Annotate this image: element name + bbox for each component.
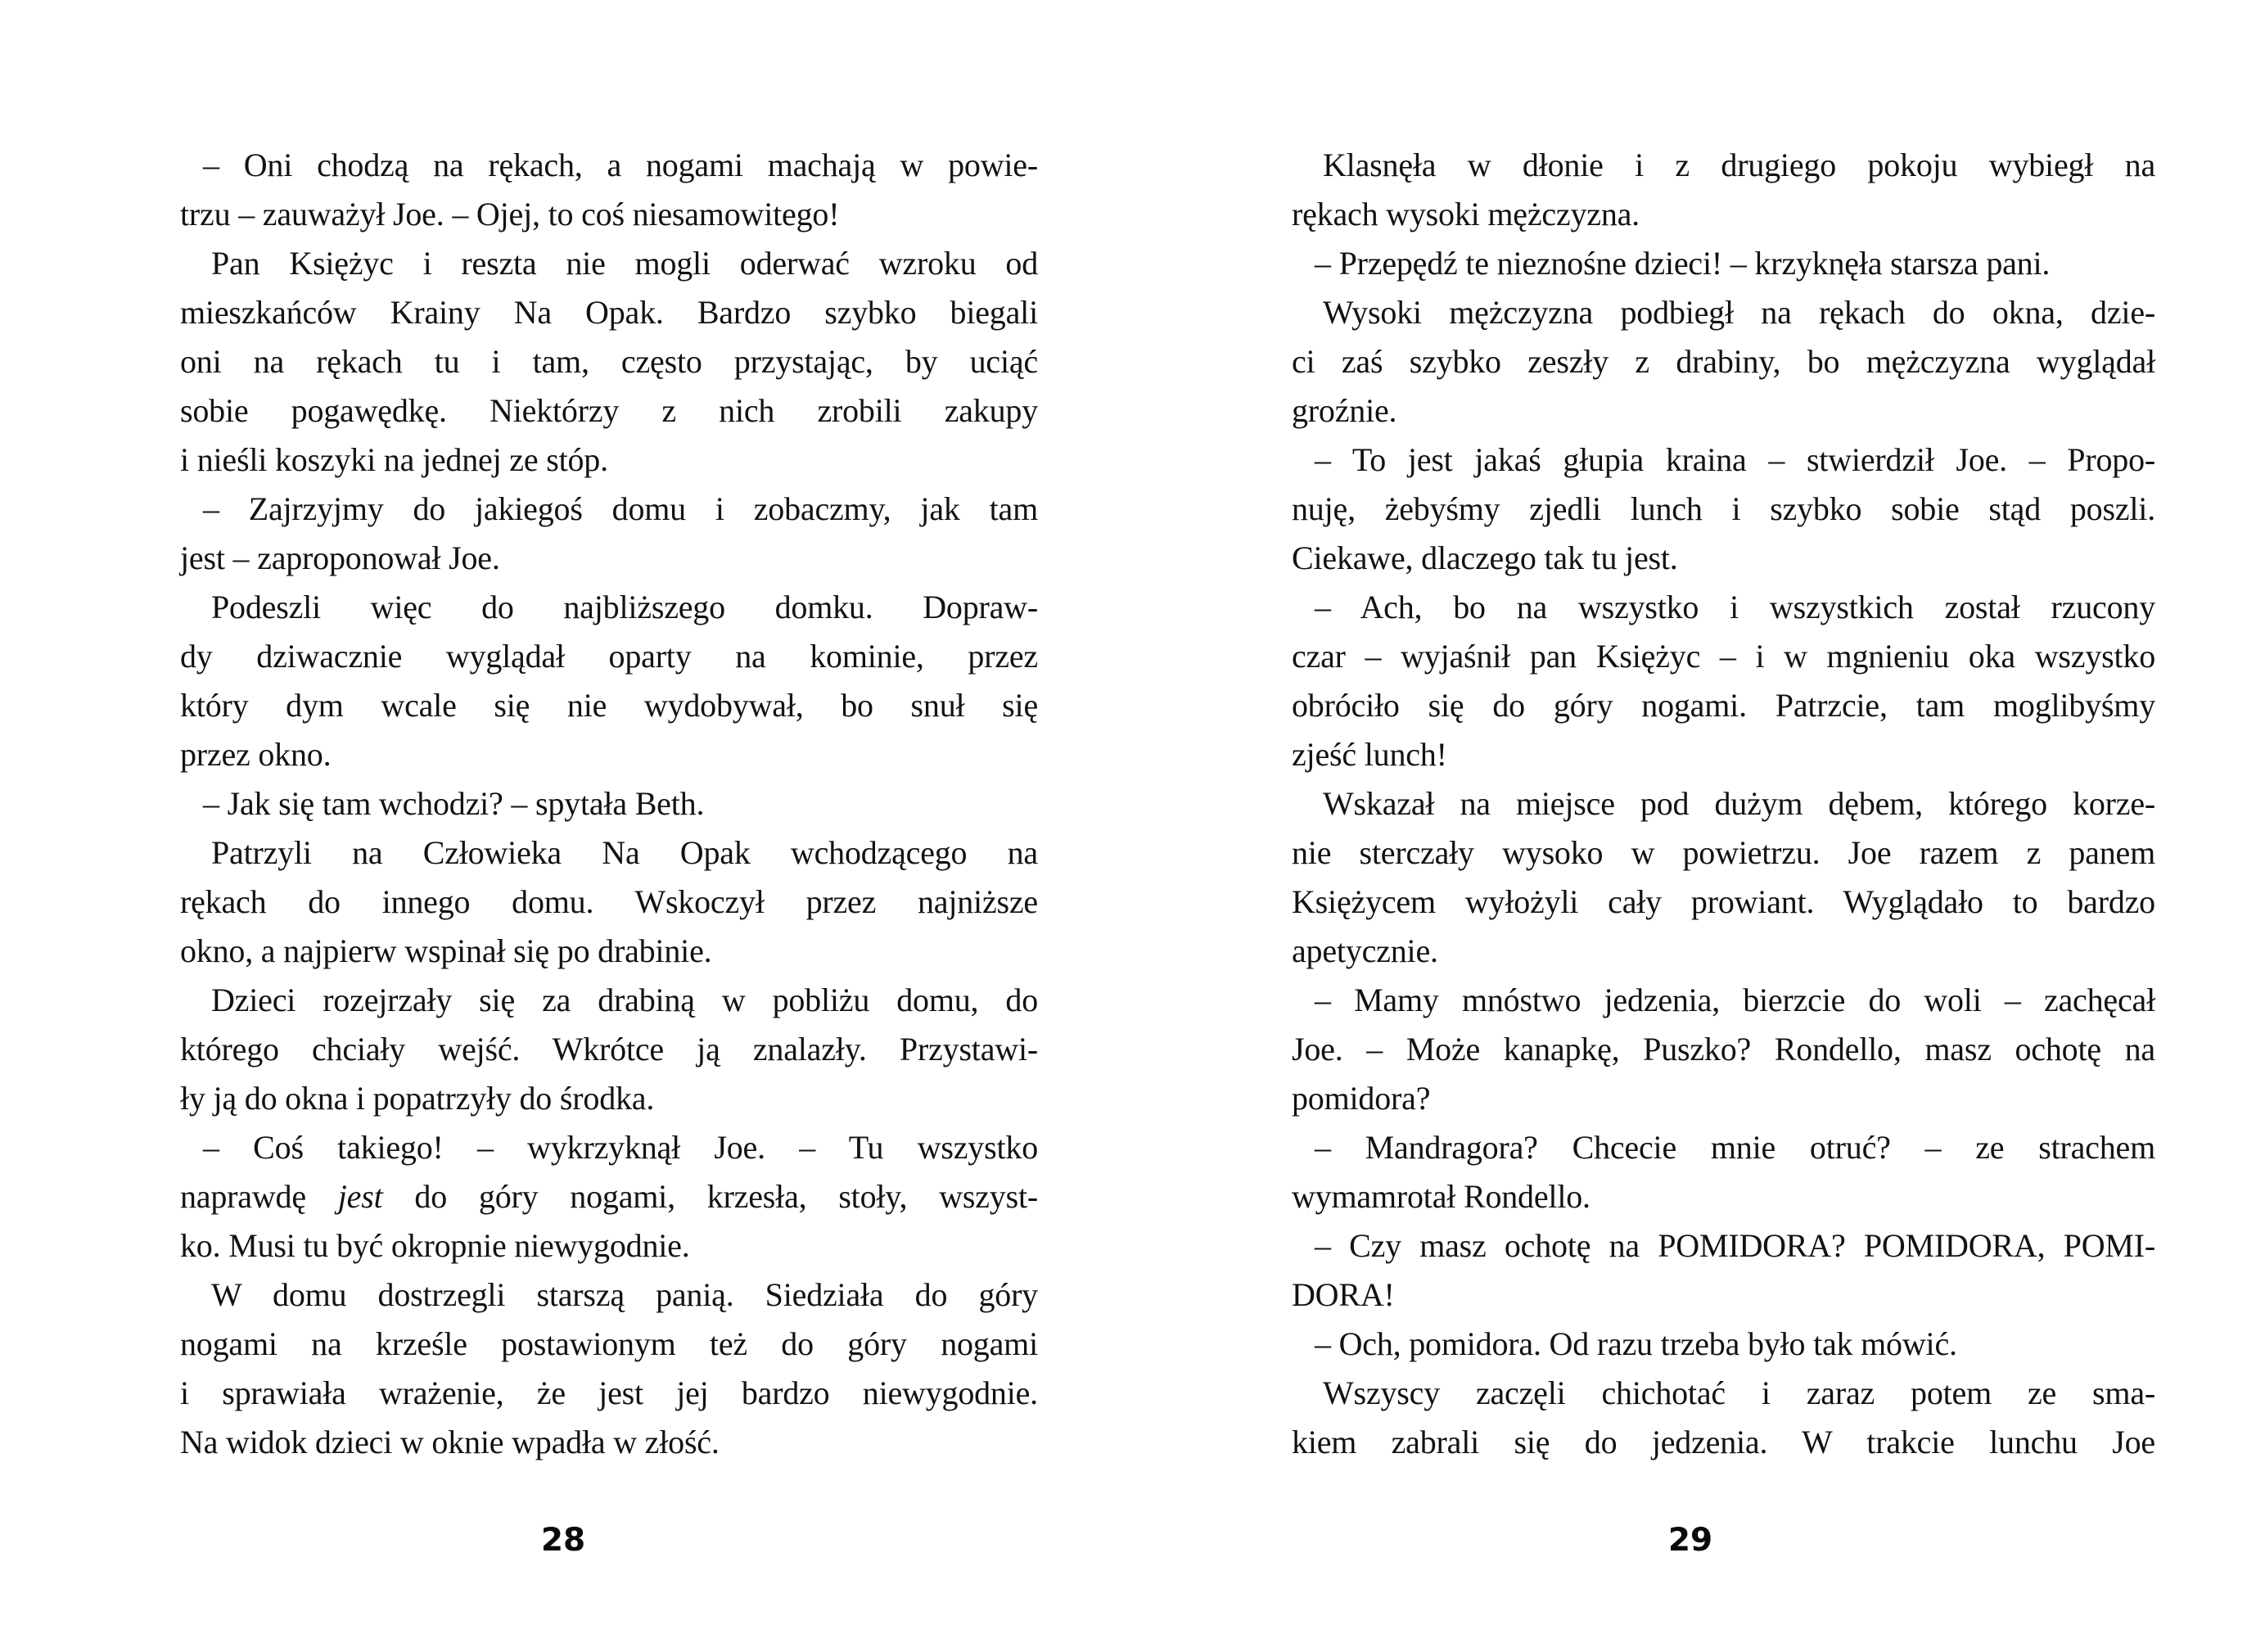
page-column-left <box>180 141 1038 1467</box>
text-line: Dzieci rozejrzały się za drabiną w pobliżu domu, do <box>211 982 1038 1018</box>
page-number-right: 29 <box>1667 1522 1713 1559</box>
text-line: wymamrotał Rondello. <box>1292 1178 1590 1215</box>
text-segment: do góry nogami, krzesła, stoły, wszyst- <box>382 1178 1039 1215</box>
text-line: – To jest jakaś głupia kraina – stwierdził Joe. – Propo- <box>1315 441 2155 478</box>
text-line: ko. Musi tu być okropnie niewygodnie. <box>180 1227 690 1264</box>
text-line: – Ach, bo na wszystko i wszystkich został rzucony <box>1315 589 2155 625</box>
page-number-left: 28 <box>540 1522 586 1559</box>
text-line: Wszyscy zaczęli chichotać i zaraz potem ze sma- <box>1323 1374 2155 1411</box>
text-line: i sprawiała wrażenie, że jest jej bardzo niewygodnie. <box>180 1374 1038 1411</box>
text-line <box>180 1172 1038 1221</box>
text-line: jest – zaproponował Joe. <box>180 539 500 576</box>
text-line: W domu dostrzegli starszą panią. Siedziała do góry <box>211 1276 1038 1313</box>
text-line: mieszkańców Krainy Na Opak. Bardzo szybko biegali <box>180 294 1038 331</box>
text-line: którego chciały wejść. Wkrótce ją znalazły. Przystawi- <box>180 1031 1038 1067</box>
text-line: Ciekawe, dlaczego tak tu jest. <box>1292 539 1678 576</box>
text-line: pomidora? <box>1292 1080 1431 1117</box>
text-line: Joe. – Może kanapkę, Puszko? Rondello, masz ochotę na <box>1292 1031 2155 1067</box>
text-line: i nieśli koszyki na jednej ze stóp. <box>180 441 608 478</box>
text-line: nogami na krześle postawionym też do góry nogami <box>180 1325 1038 1362</box>
text-line: – Coś takiego! – wykrzyknął Joe. – Tu wszystko <box>203 1129 1038 1166</box>
text-line: – Oni chodzą na rękach, a nogami machają w powie- <box>203 147 1038 183</box>
text-line: ci zaś szybko zeszły z drabiny, bo mężczyzna wyglądał <box>1292 343 2155 380</box>
text-line: zjeść lunch! <box>1292 736 1447 773</box>
text-line: apetycznie. <box>1292 932 1438 969</box>
text-line: – Przepędź te nieznośne dzieci! – krzyknęła starsza pani. <box>1315 245 2051 282</box>
text-line: Klasnęła w dłonie i z drugiego pokoju wybiegł na <box>1323 147 2155 183</box>
text-line: przez okno. <box>180 736 332 773</box>
text-line: – Jak się tam wchodzi? – spytała Beth. <box>203 785 705 822</box>
text-line: Patrzyli na Człowieka Na Opak wchodzącego na <box>211 834 1038 871</box>
text-line: nuję, żebyśmy zjedli lunch i szybko sobie stąd poszli. <box>1292 490 2155 527</box>
text-line: dy dziwacznie wyglądał oparty na kominie, przez <box>180 638 1038 675</box>
text-segment: naprawdę <box>180 1178 338 1215</box>
text-line: Wysoki mężczyzna podbiegł na rękach do okna, dzie- <box>1323 294 2155 331</box>
text-line: obróciło się do góry nogami. Patrzcie, tam moglibyśmy <box>1292 687 2155 724</box>
text-line: Na widok dzieci w oknie wpadła w złość. <box>180 1424 720 1460</box>
text-line: – Zajrzyjmy do jakiegoś domu i zobaczmy, jak tam <box>203 490 1038 527</box>
italic-text: jest <box>337 1178 383 1215</box>
text-line: oni na rękach tu i tam, często przystając, by uciąć <box>180 343 1038 380</box>
text-line: Wskazał na miejsce pod dużym dębem, którego korze- <box>1323 785 2155 822</box>
text-line: kiem zabrali się do jedzenia. W trakcie lunchu Joe <box>1292 1424 2155 1460</box>
text-line: Podeszli więc do najbliższego domku. Dopraw- <box>211 589 1038 625</box>
text-line: – Mamy mnóstwo jedzenia, bierzcie do woli – zachęcał <box>1315 982 2155 1018</box>
text-line: – Mandragora? Chcecie mnie otruć? – ze strachem <box>1315 1129 2155 1166</box>
text-line: Księżycem wyłożyli cały prowiant. Wyglądało to bardzo <box>1292 883 2155 920</box>
text-line: DORA! <box>1292 1276 1395 1313</box>
text-line: okno, a najpierw wspinał się po drabinie. <box>180 932 712 969</box>
text-line: nie sterczały wysoko w powietrzu. Joe razem z panem <box>1292 834 2155 871</box>
text-line: ły ją do okna i popatrzyły do środka. <box>180 1080 655 1117</box>
text-line: groźnie. <box>1292 392 1397 429</box>
text-line: rękach do innego domu. Wskoczył przez najniższe <box>180 883 1038 920</box>
text-line: czar – wyjaśnił pan Księżyc – i w mgnieniu oka wszystko <box>1292 638 2155 675</box>
text-line: – Och, pomidora. Od razu trzeba było tak mówić. <box>1315 1325 1957 1362</box>
text-line: Pan Księżyc i reszta nie mogli oderwać wzroku od <box>211 245 1038 282</box>
text-line: sobie pogawędkę. Niektórzy z nich zrobili zakupy <box>180 392 1038 429</box>
text-line: – Czy masz ochotę na POMIDORA? POMIDORA, POMI- <box>1315 1227 2155 1264</box>
text-line: rękach wysoki mężczyzna. <box>1292 196 1640 232</box>
page-column-right <box>1292 141 2155 1467</box>
text-line: trzu – zauważył Joe. – Ojej, to coś niesamowitego! <box>180 196 840 232</box>
text-line: który dym wcale się nie wydobywał, bo snuł się <box>180 687 1038 724</box>
